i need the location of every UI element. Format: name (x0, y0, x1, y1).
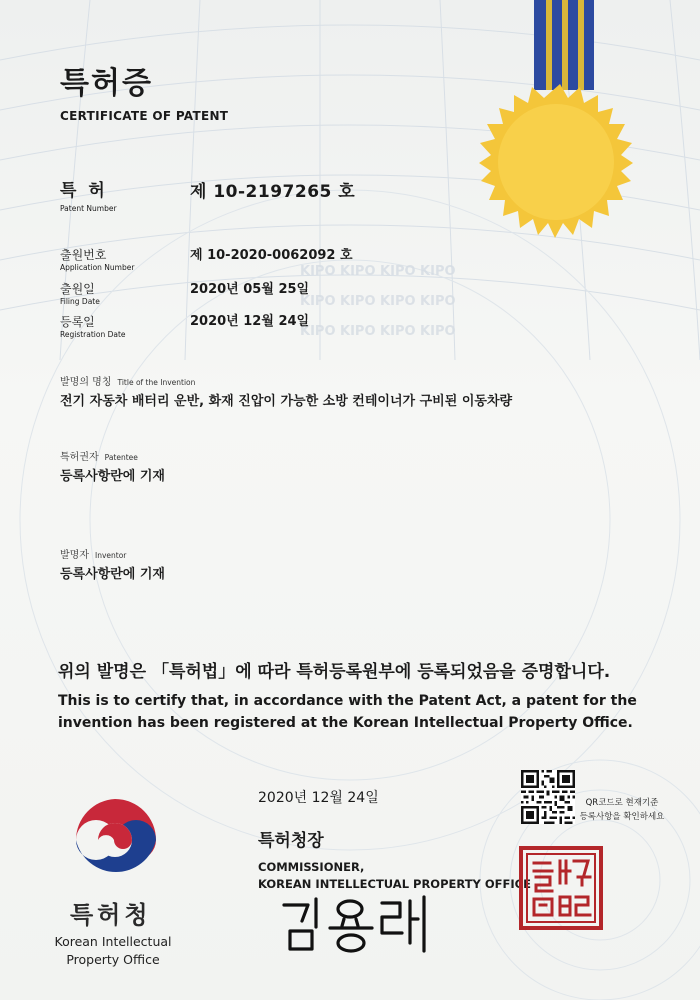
invention-title-label-ko: 발명의 명칭 (60, 377, 112, 388)
certification-statement-en-line1: This is to certify that, in accordance with the Patent Act, a patent for the (58, 693, 637, 709)
patent-number-value: 제 10-2197265 호 (190, 182, 356, 202)
qr-code[interactable] (521, 770, 575, 824)
issue-date: 2020년 12월 24일 (258, 790, 379, 806)
patent-number-label (60, 176, 117, 213)
office-name-en (48, 933, 178, 969)
watermark-line: KIPO KIPO KIPO KIPO (300, 264, 456, 279)
gold-seal (470, 82, 650, 252)
watermark-line: KIPO KIPO KIPO KIPO (300, 324, 456, 339)
application-number-label (60, 246, 134, 272)
official-stamp (518, 845, 604, 931)
application-number-label-en: Application Number (60, 263, 135, 272)
qr-note-line1: QR코드로 현재기준 (585, 798, 659, 808)
patentee-value: 등록사항란에 기재 (60, 469, 165, 484)
patentee-label (60, 448, 138, 463)
commissioner-signature (278, 895, 438, 957)
office-name-en-line1: Korean Intellectual (54, 934, 172, 949)
application-number-label-ko: 출원번호 (60, 248, 107, 262)
patent-number-label-ko: 특 허 (60, 181, 108, 201)
certificate-subtitle: CERTIFICATE OF PATENT (60, 109, 229, 123)
inventor-label (60, 546, 126, 561)
patent-number-label-en: Patent Number (60, 204, 117, 213)
registration-date-label-en: Registration Date (60, 330, 126, 339)
filing-date-label-ko: 출원일 (60, 282, 95, 296)
filing-date-value: 2020년 05월 25일 (190, 282, 310, 297)
registration-date-label (60, 313, 126, 339)
certification-statement-en-line2: invention has been registered at the Korean Intellectual Property Office. (58, 715, 633, 731)
commissioner-title-en-line2: KOREAN INTELLECTUAL PROPERTY OFFICE (258, 877, 531, 891)
certificate-title: 특허증 (60, 66, 153, 101)
certification-statement-en (58, 690, 658, 734)
registration-date-label-ko: 등록일 (60, 315, 95, 329)
commissioner-title-en (258, 859, 531, 893)
filing-date-label (60, 280, 100, 306)
inventor-value: 등록사항란에 기재 (60, 567, 165, 582)
ribbon (534, 0, 594, 90)
patentee-label-en: Patentee (104, 453, 138, 462)
certification-statement-ko: 위의 발명은 「특허법」에 따라 특허등록원부에 등록되었음을 증명합니다. (58, 662, 611, 682)
registration-date-value: 2020년 12월 24일 (190, 314, 310, 329)
kipo-emblem-icon (70, 795, 160, 885)
invention-title-label-en: Title of the Invention (117, 378, 196, 387)
inventor-label-ko: 발명자 (60, 550, 89, 561)
application-number-value: 제 10-2020-0062092 호 (190, 248, 353, 263)
patentee-label-ko: 특허권자 (60, 452, 99, 463)
commissioner-title-en-line1: COMMISSIONER, (258, 860, 365, 874)
filing-date-label-en: Filing Date (60, 297, 100, 306)
qr-note (570, 796, 674, 824)
office-name-en-line2: Property Office (66, 952, 160, 967)
qr-note-line2: 등록사항을 확인하세요 (579, 812, 665, 822)
commissioner-title-ko: 특허청장 (258, 831, 324, 851)
invention-title-value: 전기 자동차 배터리 운반, 화재 진압이 가능한 소방 컨테이너가 구비된 이동차량 (60, 394, 513, 409)
watermark-line: KIPO KIPO KIPO KIPO (300, 294, 456, 309)
office-name-ko: 특허청 (70, 901, 152, 929)
invention-title-label (60, 373, 195, 388)
inventor-label-en: Inventor (94, 551, 127, 560)
